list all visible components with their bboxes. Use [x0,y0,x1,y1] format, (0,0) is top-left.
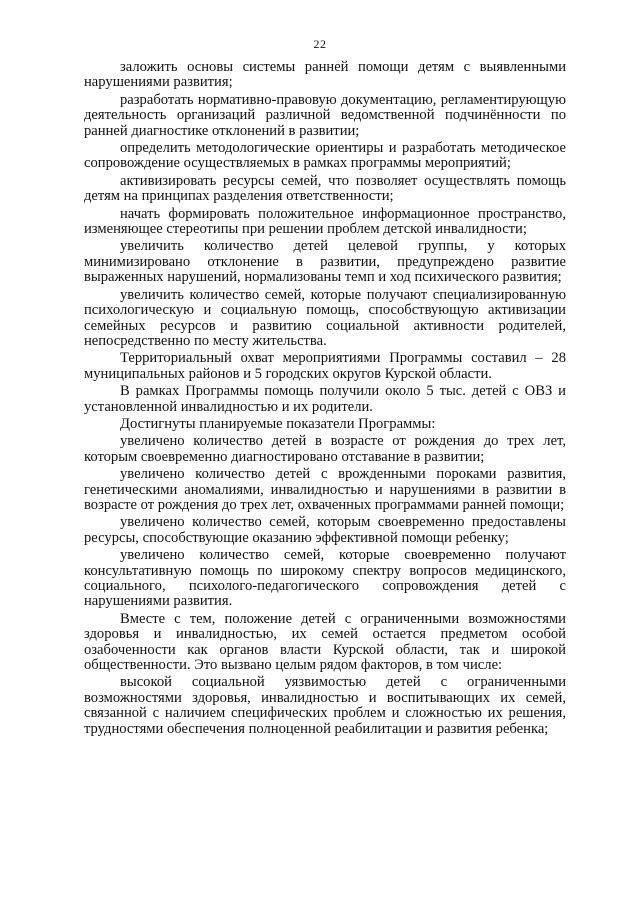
paragraph-goal-families-count: увеличить количество семей, которые получают специализированную психологическую и социальную помощь, способствующую активизации семейных ресурсов и развитию социальной активности родителей, непосредственно по месту жительства. [84,286,566,349]
paragraph-indicator-diagnosis: увеличено количество детей в возрасте от рождения до трех лет, которым своевременно диагностировано отставание в развитии; [84,433,566,465]
paragraph-goal-children-count: увеличить количество детей целевой группы, у которых минимизировано отклонение в развитии, предупреждено развитие выраженных нарушений, нормализованы темп и ход психического развития; [84,238,566,286]
paragraph-indicator-consulting: увеличено количество семей, которые своевременно получают консультативную помощь по широкому спектру вопросов медицинского, социального, психолого-педагогического сопровождения детей с нарушениями развития. [84,547,566,610]
page-number: 22 [313,37,327,51]
page-body [84,60,566,739]
paragraph-concerns: Вместе с тем, положение детей с ограниченными возможностями здоровья и инвалидностью, их семей остается предметом особой озабоченности как органов власти Курской области, так и широкой общественности. Это вызвано целым рядом факторов, в том числе: [84,610,566,674]
paragraph-help-received: В рамках Программы помощь получили около 5 тыс. детей с ОВЗ и установленной инвалидностью и их родители. [84,383,566,415]
paragraph-factor-vulnerability: высокой социальной уязвимостью детей с ограниченными возможностями здоровья, инвалидностью и воспитывающих их семей, связанной с наличием специфических проблем и сложностью их решения, трудностями обеспечения полноценной реабилитации и развития ребенка; [84,674,566,737]
paragraph-indicator-family-resources: увеличено количество семей, которым своевременно предоставлены ресурсы, способствующие оказанию эффективной помощи ребенку; [84,514,566,546]
paragraph-indicators-heading: Достигнуты планируемые показатели Программы: [120,415,436,432]
paragraph-goal-early-help-system: заложить основы системы ранней помощи детям с выявленными нарушениями развития; [84,59,566,91]
paragraph-goal-regulatory-docs: разработать нормативно-правовую документацию, регламентирующую деятельность организаций различной ведомственной подчинённости по ранней диагностике отклонений в развитии; [84,91,566,139]
paragraph-goal-family-resources: активизировать ресурсы семей, что позволяет осуществлять помощь детям на принципах разделения ответственности; [84,172,566,205]
paragraph-goal-methodology: определить методологические ориентиры и разработать методическое сопровождение осуществляемых в рамках программы мероприятий; [84,140,566,172]
paragraph-indicator-early-programs: увеличено количество детей с врожденными пороками развития, генетическими аномалиями, инвалидностью и нарушениями в развитии в возрасте от рождения до трех лет, охваченных программами ранней помощи; [84,466,566,513]
paragraph-goal-info-space: начать формировать положительное информационное пространство, изменяющее стереотипы при решении проблем детской инвалидности; [84,205,566,238]
paragraph-territorial-coverage: Территориальный охват мероприятиями Программы составил – 28 муниципальных районов и 5 городских округов Курской области. [84,350,566,382]
